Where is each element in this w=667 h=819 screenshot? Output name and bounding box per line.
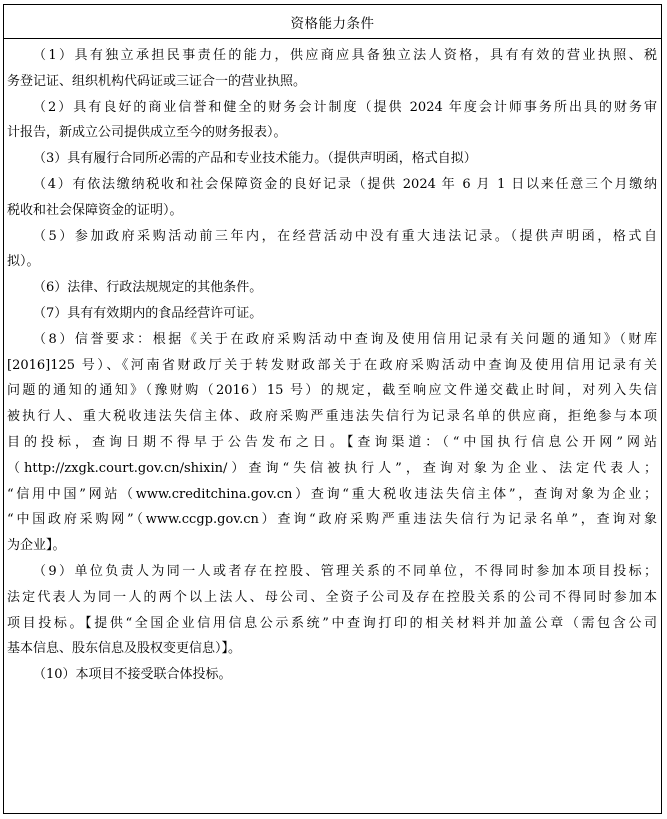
requirement-6-line: （6）法律、行政法规规定的其他条件。 xyxy=(33,280,263,296)
table-header: 资格能力条件 xyxy=(4,5,661,39)
requirement-5-line: （5）参加政府采购活动前三年内，在经营活动中没有重大违法记录。（提供声明函，格式自 xyxy=(33,228,657,244)
qualification-table xyxy=(3,4,662,814)
requirement-8-line: [2016]125 号）、《河南省财政厅关于转发财政部关于在政府采购活动中查询及使用信用记录有关 xyxy=(7,357,657,373)
requirement-8-line: 为企业】。 xyxy=(7,538,66,554)
requirement-2-line: 计报告，新成立公司提供成立至今的财务报表）。 xyxy=(7,125,287,141)
requirement-10-line: （10）本项目不接受联合体投标。 xyxy=(33,667,232,683)
requirement-5-line: 拟）。 xyxy=(7,254,40,270)
requirement-8-line: 目的投标，查询日期不得早于公告发布之日。【查询渠道：（“中国执行信息公开网”网站 xyxy=(7,434,657,450)
requirement-2-line: （2）具有良好的商业信誉和健全的财务会计制度（提供 2024 年度会计师事务所出具的财务审 xyxy=(33,99,657,115)
requirement-8-line: 问题的通知的通知》（豫财购（2016）15 号）的规定，截至响应文件递交截止时间，对列入失信 xyxy=(7,383,657,399)
requirement-1-line: 务登记证、组织机构代码证或三证合一的营业执照。 xyxy=(7,73,307,89)
requirement-9-line: （9）单位负责人为同一人或者存在控股、管理关系的不同单位，不得同时参加本项目投标； xyxy=(33,563,657,579)
requirements-cell xyxy=(4,39,661,813)
requirement-4-line: （4）有依法缴纳税收和社会保障资金的良好记录（提供 2024 年 6 月 1 日以来任意三个月缴纳 xyxy=(33,176,657,192)
requirement-3-line: （3）具有履行合同所必需的产品和专业技术能力。（提供声明函，格式自拟） xyxy=(33,151,477,167)
requirement-9-line: 法定代表人为同一人的两个以上法人、母公司、全资子公司及存在控股关系的公司不得同时参加本 xyxy=(7,589,657,605)
requirement-1-line: （1）具有独立承担民事责任的能力，供应商应具备独立法人资格，具有有效的营业执照、税 xyxy=(33,48,657,63)
requirement-7-line: （7）具有有效期内的食品经营许可证。 xyxy=(33,305,263,321)
requirement-9-line: 基本信息、股东信息及股权变更信息）】。 xyxy=(7,641,242,657)
requirement-9-line: 项目投标。【提供“全国企业信用信息公示系统”中查询打印的相关材料并加盖公章（需包含公司 xyxy=(7,615,657,631)
requirement-8-line: “中国政府采购网”（www.ccgp.gov.cn）查询“政府采购严重违法失信行为记录名单”，查询对象 xyxy=(7,512,657,528)
requirement-8-line: （http://zxgk.court.gov.cn/shixin/）查询“失信被执行人”，查询对象为企业、法定代表人； xyxy=(7,460,657,476)
requirement-8-line: “信用中国”网站（www.creditchina.gov.cn）查询“重大税收违法失信主体”，查询对象为企业； xyxy=(7,486,657,502)
requirement-8-line: （8）信誉要求：根据《关于在政府采购活动中查询及使用信用记录有关问题的通知》（财库 xyxy=(33,331,657,347)
requirement-4-line: 税收和社会保障资金的证明）。 xyxy=(7,202,183,218)
requirement-8-line: 被执行人、重大税收违法失信主体、政府采购严重违法失信行为记录名单的供应商，拒绝参与本项 xyxy=(7,409,657,425)
